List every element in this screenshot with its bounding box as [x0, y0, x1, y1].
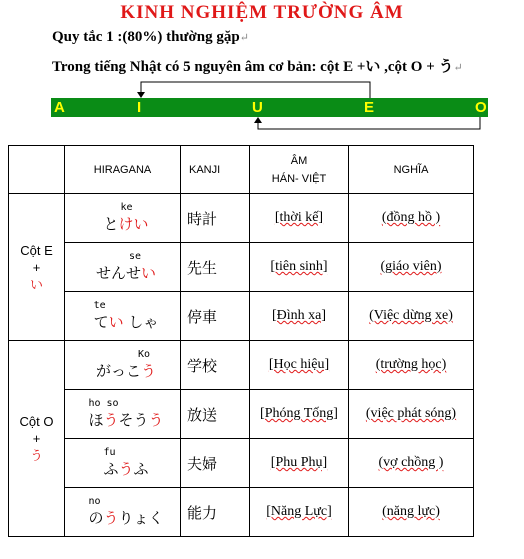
vowel-a: A — [54, 99, 65, 116]
kana-tail: りょく — [118, 509, 164, 527]
meaning-cell — [349, 194, 474, 243]
kanji-cell: 停車 — [181, 292, 250, 341]
kana-long: い — [141, 264, 157, 282]
group-kana: い — [29, 276, 43, 292]
meaning-text: (giáo viên) — [380, 259, 442, 274]
table-row — [9, 292, 474, 341]
han-viet-text: [Năng Lực] — [266, 504, 332, 519]
header-han-viet: HÁN- VIỆT — [271, 172, 327, 185]
han-viet-cell — [250, 243, 349, 292]
kana-part: ほ — [88, 411, 104, 429]
hiragana-cell — [65, 439, 181, 488]
group-label-o — [9, 341, 65, 537]
table-row — [9, 439, 474, 488]
han-viet-text: [Phu Phụ] — [270, 455, 328, 470]
rule-heading: Quy tắc 1 :(80%) thường gặp↵ — [52, 29, 249, 45]
ruby-text: ho so — [88, 398, 119, 409]
meaning-text: (trường học) — [375, 357, 447, 372]
meaning-text: (năng lực) — [382, 504, 440, 519]
table-row — [9, 390, 474, 439]
kanji-cell: 時計 — [181, 194, 250, 243]
group-kana: う — [29, 448, 43, 463]
meaning-text: (đồng hồ ) — [381, 210, 441, 225]
vowel-i: I — [137, 99, 142, 116]
kana-part: せんせ — [95, 264, 141, 282]
hiragana-cell — [65, 194, 181, 243]
han-viet-text: [Phóng Tống] — [260, 406, 338, 421]
meaning-cell — [349, 488, 474, 537]
header-kanji: KANJI — [181, 146, 250, 194]
kana-long: う — [118, 460, 134, 478]
hiragana-cell: ho so ほうそうう — [65, 390, 181, 439]
kana-long: い — [108, 313, 124, 331]
meaning-cell — [349, 341, 474, 390]
han-viet-text: [thời kế] — [274, 210, 324, 225]
kana-part: て — [93, 313, 109, 331]
meaning-cell — [349, 439, 474, 488]
meaning-text: (vợ chồng ) — [378, 455, 444, 470]
vowel-u: U — [252, 99, 263, 116]
ruby-text: fu — [103, 447, 116, 458]
kana-part: と — [103, 215, 119, 233]
ruby-text: se — [128, 251, 142, 262]
header-nghia: NGHĨA — [349, 146, 474, 194]
kana-tail: そう — [118, 411, 149, 429]
meaning-text: (việc phát sóng) — [365, 406, 457, 421]
hiragana-cell — [65, 243, 181, 292]
kana-long: う — [103, 411, 119, 429]
ruby-text: te — [93, 300, 106, 311]
table-row — [9, 194, 474, 243]
han-viet-cell — [250, 341, 349, 390]
group-col: Cột E — [20, 242, 53, 258]
kanji-cell: 先生 — [181, 243, 250, 292]
han-viet-text: [Đình xa] — [271, 308, 327, 323]
kana-part: がっこ — [95, 362, 141, 380]
ruby-text: ke — [120, 202, 133, 213]
han-viet-cell — [250, 292, 349, 341]
rule-text: Quy tắc 1 :(80%) thường gặp — [52, 29, 240, 45]
han-viet-cell — [250, 488, 349, 537]
kana-part: の — [88, 509, 104, 527]
intro-text: Trong tiếng Nhật có 5 nguyên âm cơ bản: cột E +い ,cột O + う — [52, 59, 454, 75]
group-plus: + — [32, 431, 41, 446]
han-viet-cell — [250, 439, 349, 488]
header-am-han-viet — [250, 146, 349, 194]
document-title: KINH NGHIỆM TRƯỜNG ÂM — [120, 2, 404, 23]
kana-tail: ふ — [133, 460, 149, 478]
table-row — [9, 243, 474, 292]
kana-long: う — [103, 509, 119, 527]
group-label-e — [9, 194, 65, 341]
header-row — [9, 146, 474, 194]
group-plus: + — [32, 259, 41, 275]
kana-long: い — [133, 215, 149, 233]
kanji-cell: 放送 — [181, 390, 250, 439]
intro-line: Trong tiếng Nhật có 5 nguyên âm cơ bản: cột E +い ,cột O + う↵ — [52, 59, 463, 75]
vowel-o: O — [475, 99, 487, 116]
vowel-arrows — [0, 0, 524, 140]
header-am: ÂM — [290, 154, 308, 167]
hiragana-cell — [65, 488, 181, 537]
vocab-table — [8, 145, 474, 537]
kana-red: け — [118, 215, 134, 233]
ruby-text: no — [88, 496, 101, 507]
vowel-bar — [51, 98, 488, 117]
ruby-text: Ko — [137, 349, 151, 360]
kanji-cell: 能力 — [181, 488, 250, 537]
kana-long: う — [141, 362, 157, 380]
kana-tail: しゃ — [123, 313, 159, 331]
table-row — [9, 488, 474, 537]
table-row — [9, 341, 474, 390]
header-hiragana: HIRAGANA — [65, 146, 181, 194]
meaning-text: (Việc dừng xe) — [369, 308, 453, 323]
han-viet-text: [Học hiệu] — [268, 357, 330, 372]
han-viet-cell — [250, 390, 349, 439]
han-viet-text: [tiên sinh] — [270, 259, 328, 274]
group-col: Cột O — [19, 414, 54, 429]
kanji-cell: 夫婦 — [181, 439, 250, 488]
kanji-cell: 学校 — [181, 341, 250, 390]
hiragana-cell — [65, 292, 181, 341]
kana-part: ふ — [103, 460, 119, 478]
han-viet-cell — [250, 194, 349, 243]
meaning-cell — [349, 243, 474, 292]
vowel-e: E — [364, 99, 375, 116]
hiragana-cell — [65, 341, 181, 390]
meaning-cell — [349, 292, 474, 341]
header-blank — [9, 146, 65, 194]
meaning-cell — [349, 390, 474, 439]
